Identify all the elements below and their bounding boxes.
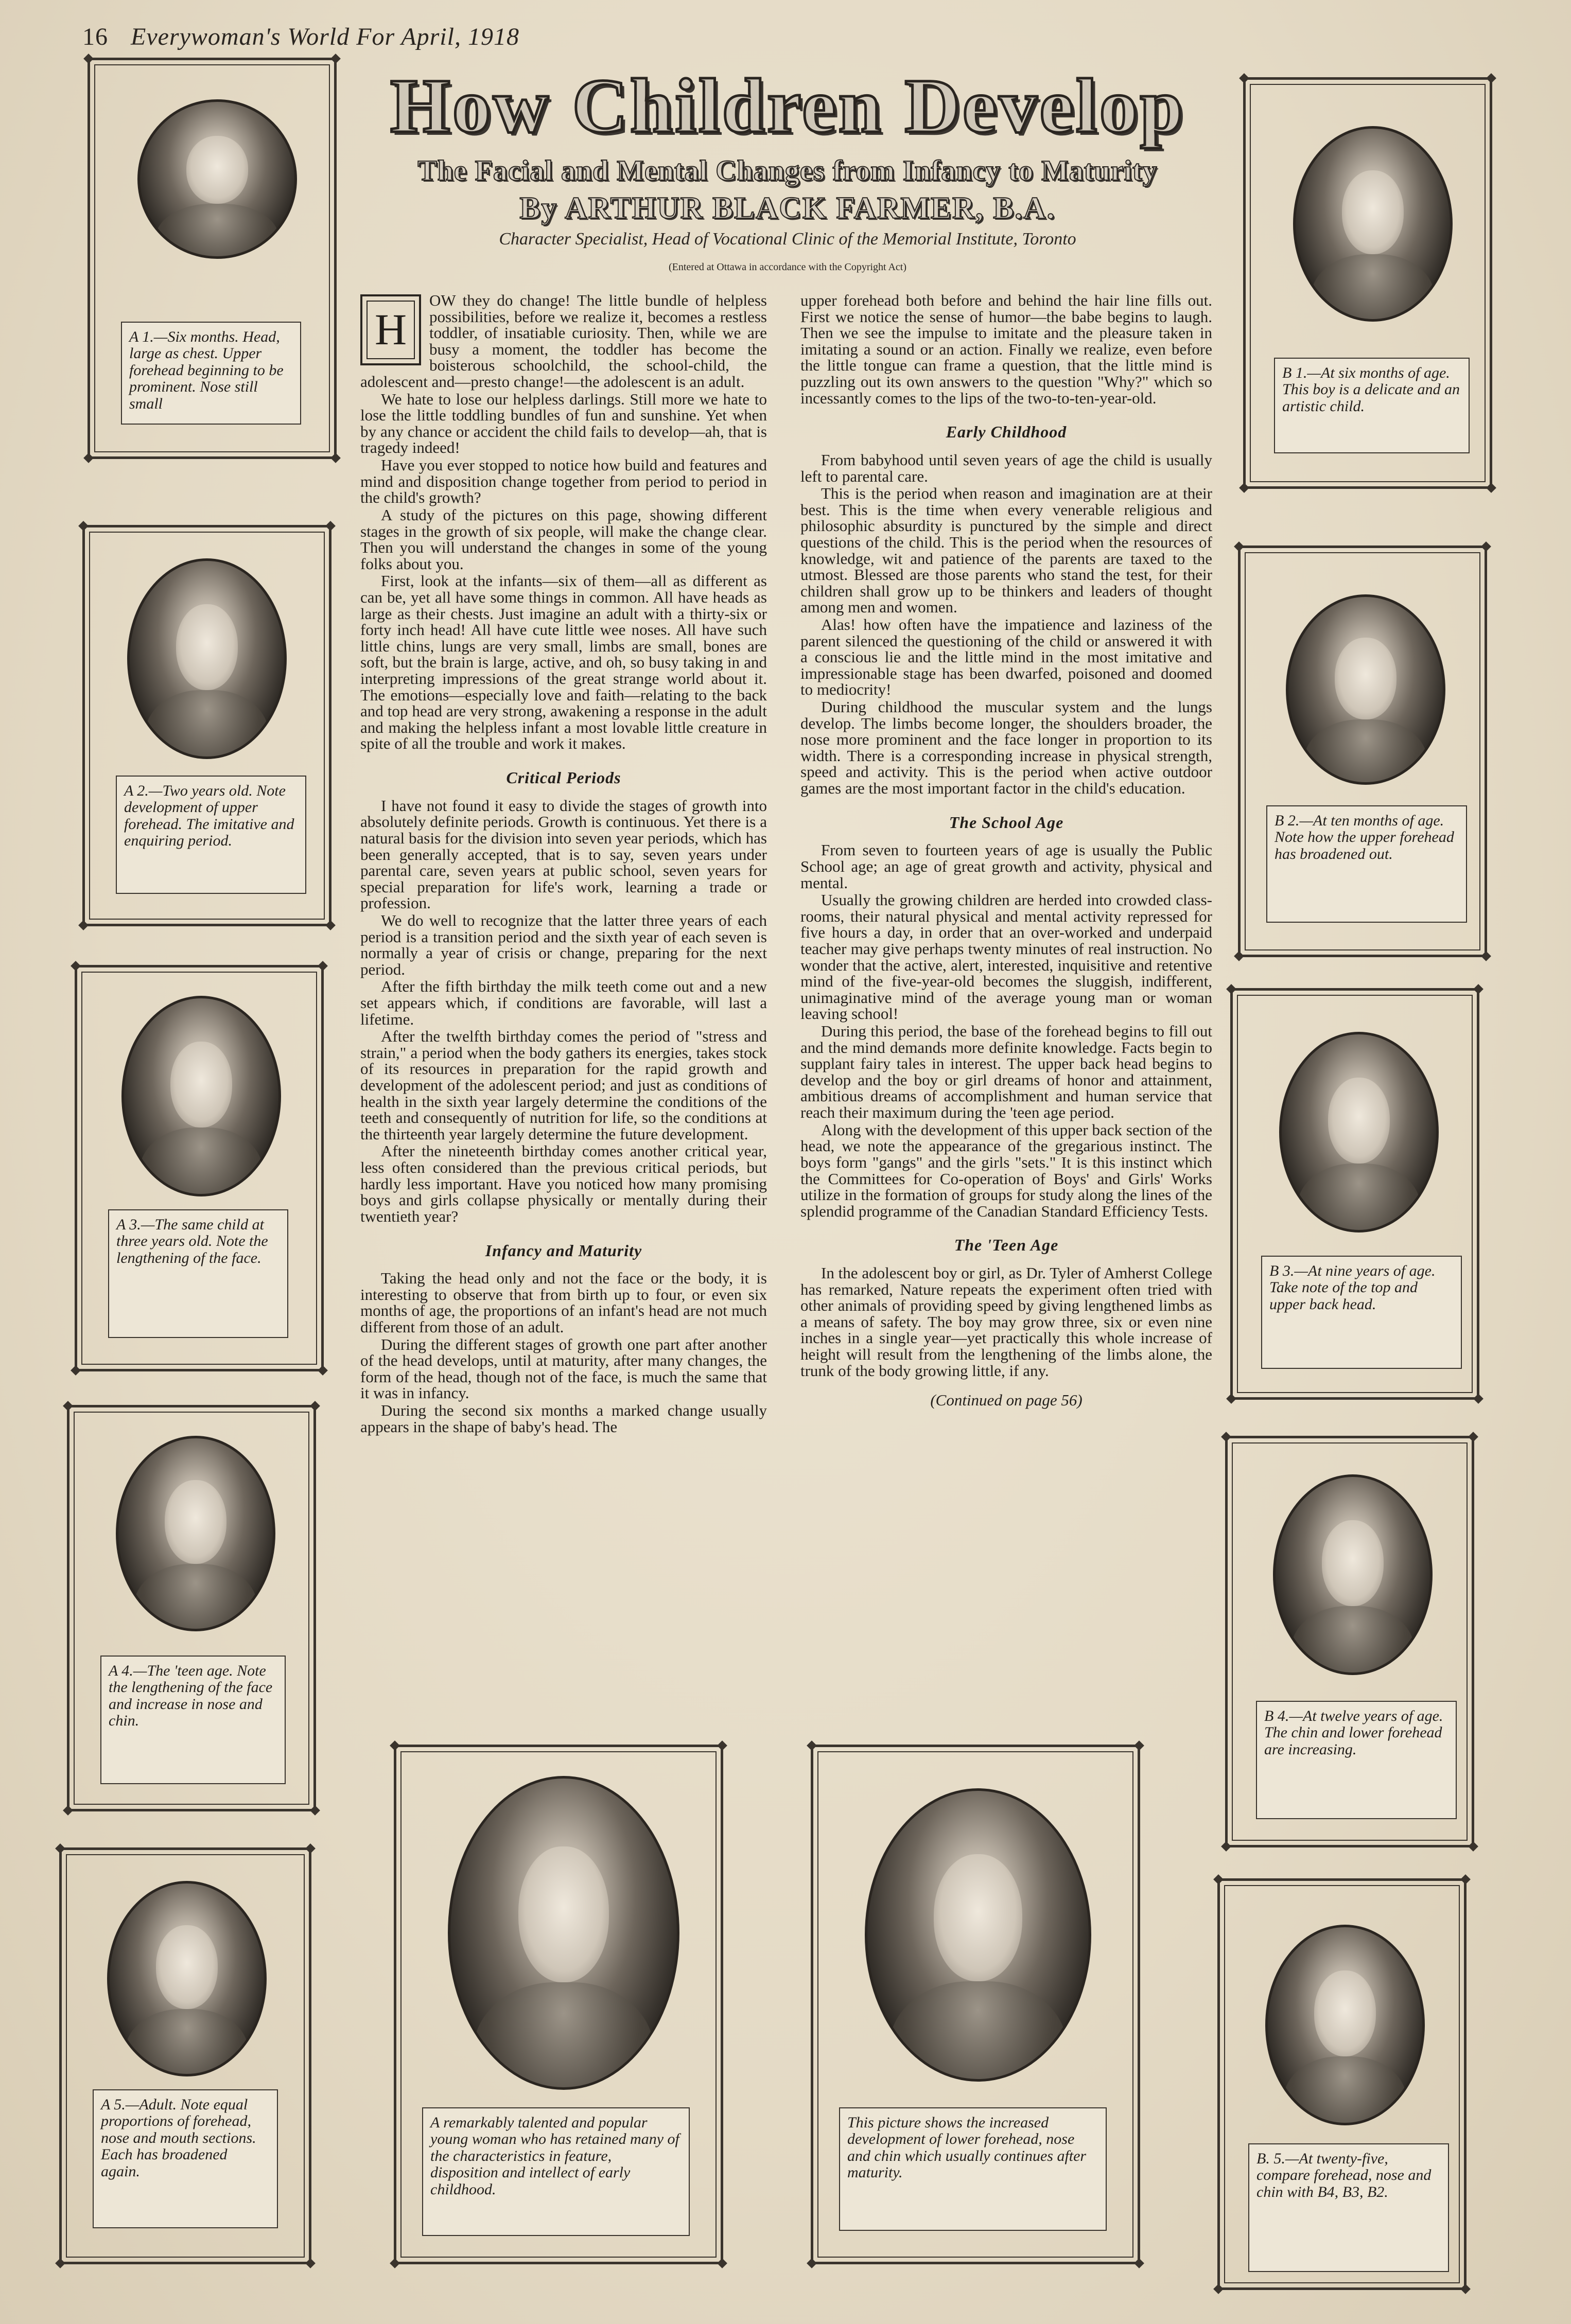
portrait-a3 [121,996,281,1196]
copyright-notice: (Entered at Ottawa in accordance with the Copyright Act) [668,261,907,273]
paragraph: During this period, the base of the forehead begins to fill out and the mind demands more definite knowledge. Facts begin to supplant fairy tales in interest. The upper back head begins to develop and the boy or girl dreams of honor and attainment, ambitious dreams of accomplishment and human service that reach their maximum during the 'teen age period. [800,1022,1212,1122]
photo-frame-a3 [75,965,324,1371]
portrait-b1 [1293,126,1453,322]
caption-young-woman: A remarkably talented and popular young woman who has retained many of the characteristics in feature, disposition and intellect of early childhood. [422,2107,690,2236]
caption-b1: B 1.—At six months of age. This boy is a delicate and an artistic child. [1274,358,1470,453]
caption-a4: A 4.—The 'teen age. Note the lengthening of the face and increase in nose and chin. [100,1656,286,1784]
section-heading-infancy-and-maturity: Infancy and Maturity [485,1241,642,1260]
photo-frame-b4 [1225,1436,1474,1847]
paragraph: During childhood the muscular system and the lungs develop. The limbs become longer, the shoulders broader, the nose more prominent and the face longer in proportion to its width. There is a corresponding increase in physical strength, speed and activity. This is the period when active outdoor games are the most important factor in the child's education. [800,698,1212,798]
portrait-b4 [1273,1474,1433,1675]
paragraph: After the fifth birthday the milk teeth come out and a new set appears which, if conditions are favorable, will last a lifetime. [360,977,767,1028]
paragraph: We do well to recognize that the latter three years of each period is a transition period and the sixth year of each seven is normally a year of crisis or change, preparing for the next period. [360,911,767,978]
paragraph: During the different stages of growth one part after another of the head develops, until at maturity, after many changes, the form of the head, though not of the face, is much the same that it was in infancy. [360,1335,767,1402]
paragraph: During the second six months a marked change usually appears in the shape of baby's head. The [360,1401,767,1436]
section-heading-critical-periods: Critical Periods [506,768,621,787]
paragraph: From seven to fourteen years of age is usually the Public School age; an age of great growth and activity, physical and mental. [800,841,1212,892]
paragraph: From babyhood until seven years of age the child is usually left to parental care. [800,450,1212,485]
photo-frame-a5 [59,1847,311,2264]
article-subtitle: The Facial and Mental Changes from Infancy to Maturity [417,155,1158,187]
photo-frame-b1 [1243,77,1492,489]
paragraph: A study of the pictures on this page, showing different stages in the growth of six people, will make the change clear. Then you will understand the changes in some of the young folks about you. [360,505,767,573]
photo-frame-woman [394,1745,723,2264]
photo-frame-b3 [1230,988,1479,1400]
byline: By ARTHUR BLACK FARMER, B.A. [519,191,1056,225]
paragraph: Alas! how often have the impatience and laziness of the parent silenced the questioning of the child or answered it with a conscious lie and the little mind in the most imitative and impressionable stage has been dwarfed, poisoned and doomed to mediocrity! [800,615,1212,699]
photo-frame-b5 [1217,1878,1467,2290]
portrait-a5 [107,1881,267,2076]
portrait-b3 [1279,1032,1439,1233]
paragraph: After the nineteenth birthday comes another critical year, less often considered than the previous critical periods, but hardly less important. Have you noticed how many promising boys and girls collapse physically or mentally during their twentieth year? [360,1142,767,1225]
caption-a1: A 1.—Six months. Head, large as chest. Upper forehead beginning to be prominent. Nose still small [121,322,301,425]
caption-b2: B 2.—At ten months of age. Note how the upper forehead has broadened out. [1266,805,1467,923]
photo-frame-a4 [67,1405,316,1811]
article-column-1 [360,292,767,1436]
paragraph: We hate to lose our helpless darlings. Still more we hate to lose the little toddling bundles of fun and sunshine. Yet when by any chance or accident the child fails to develop—ah, that is tragedy indeed! [360,390,767,457]
portrait-a1 [137,99,297,259]
portrait-b2 [1286,594,1445,785]
paragraph: After the twelfth birthday comes the period of "stress and strain," a period when the body gathers its energies, takes stock of its resources in preparation for the rapid growth and development of the adolescent period; and just as conditions of health in the sixth year largely determine the conditions of the teeth and consequently of nutrition for life, so the conditions at the thirteenth year largely determine the future development. [360,1027,767,1143]
author-credentials: Character Specialist, Head of Vocational Clinic of the Memorial Institute, Toronto [499,230,1076,249]
portrait-young-woman [448,1776,679,2090]
caption-a5: A 5.—Adult. Note equal proportions of forehead, nose and mouth sections. Each has broadened again. [93,2089,278,2228]
photo-frame-a2 [82,525,331,926]
paragraph: In the adolescent boy or girl, as Dr. Tyler of Amherst College has remarked, Nature repeats the experiment often tried with other animals of providing speed by giving lengthened limbs as a means of safety. The boy may grow three, six or even nine inches in a single year—yet practically this whole increase of height will result from the lengthening of the limbs alone, the trunk of the body growing little, if any. [800,1263,1212,1380]
paragraph: Taking the head only and not the face or the body, it is interesting to observe that from birth up to four, or even six months of age, the proportions of an infant's head are not much different from those of an adult. [360,1269,767,1336]
portrait-b5 [1265,1925,1425,2125]
section-heading-teen-age: The 'Teen Age [954,1236,1059,1255]
drop-cap-letter: H [366,301,415,359]
portrait-elderly-man [865,1788,1091,2082]
section-heading-school-age: The School Age [949,813,1064,832]
article-title: How Children Develop [390,63,1185,149]
portrait-a4 [116,1436,275,1631]
paragraph: Along with the development of this upper back section of the head, we note the appearance of the gregarious instinct. The boys form "gangs" and the girls "sets." It is this instinct which the Committees for Co-operation of Boys' and Girls' Works utilize in the formation of groups for study along the lines of the splendid programme of the Canadian Standard Efficiency Tests. [800,1120,1212,1220]
photo-frame-man [811,1745,1140,2264]
running-head [82,23,519,51]
caption-b3: B 3.—At nine years of age. Take note of the top and upper back head. [1261,1256,1462,1369]
caption-a2: A 2.—Two years old. Note development of upper forehead. The imitative and enquiring period. [116,776,306,894]
caption-b5: B. 5.—At twenty-five, compare forehead, nose and chin with B4, B3, B2. [1248,2143,1449,2272]
continued-notice: (Continued on page 56) [930,1391,1083,1410]
caption-elderly-man: This picture shows the increased development of lower forehead, nose and chin which usually continues after maturity. [839,2107,1107,2231]
magazine-issue: Everywoman's World For April, 1918 [131,23,519,50]
paragraph: I have not found it easy to divide the stages of growth into absolutely definite periods. Growth is continuous. Yet there is a natural basis for the division into seven year periods, which has been generally accepted, that is to say, seven years under parental care, seven years at public school, seven years for special preparation for life's work, learning a trade or profession. [360,796,767,912]
paragraph: This is the period when reason and imagination are at their best. This is the time when every venerable religious and philosophic absurdity is punctured by the simple and direct questions of the child. This is the period when the resources of knowledge, wit and patience of the parents are taxed to the utmost. Blessed are those parents who stand the test, for their children shall grow up to be thinkers and leaders of thought among men and women. [800,484,1212,617]
caption-a3: A 3.—The same child at three years old. Note the lengthening of the face. [108,1209,288,1338]
article-column-2 [800,292,1212,1409]
paragraph: OW they do change! The little bundle of helpless possibilities, before we realize it, becomes a restless toddler, of insatiable curiosity. Then, while we are busy a moment, the toddler has become the boisterous schoolchild, the school-child, the adolescent and—presto change!—the adolescent is an adult. [360,291,767,391]
paragraph: upper forehead both before and behind the hair line fills out. First we notice the sense of humor—the babe begins to laugh. Then we see the impulse to imitate and the pleasure taken in imitating a sound or an action. Finally we realize, even before the little tongue can frame a question, that the little mind is puzzling out its own answers to the question "Why?" which so incessantly comes to the lips of the two-to-ten-year-old. [800,291,1212,407]
section-heading-early-childhood: Early Childhood [946,422,1067,442]
photo-frame-b2 [1238,545,1487,957]
page-number: 16 [82,23,108,50]
drop-cap [360,294,421,365]
photo-frame-a1 [88,58,337,459]
caption-b4: B 4.—At twelve years of age. The chin and lower forehead are increasing. [1256,1701,1457,1819]
paragraph: Have you ever stopped to notice how build and features and mind and disposition change together from period to period in the child's growth? [360,456,767,507]
portrait-a2 [127,558,287,759]
paragraph: First, look at the infants—six of them—all as different as can be, yet all have some things in common. All have heads as large as their chests. Just imagine an adult with a thirty-six or forty inch head! All have cute little wee noses. All have such little chins, lungs are very small, limbs are small, bones are soft, but the brain is large, active, and oh, so busy taking in and interpreting impressions of the great strange world about it. The emotions—especially love and faith—relating to the back and top head are very strong, awakening a response in the adult and making the helpless infant a most lovable little creature in spite of all the trouble and work it makes. [360,572,767,753]
paragraph: Usually the growing children are herded into crowded class-rooms, their natural physical and mental activity repressed for five hours a day, in order that an over-worked and underpaid teacher may give perhaps twenty minutes of real instruction. No wonder that the active, alert, interested, inquisitive and retentive mind of the five-year-old becomes the sluggish, indifferent, unimaginative mind of the average young man or woman leaving school! [800,891,1212,1023]
